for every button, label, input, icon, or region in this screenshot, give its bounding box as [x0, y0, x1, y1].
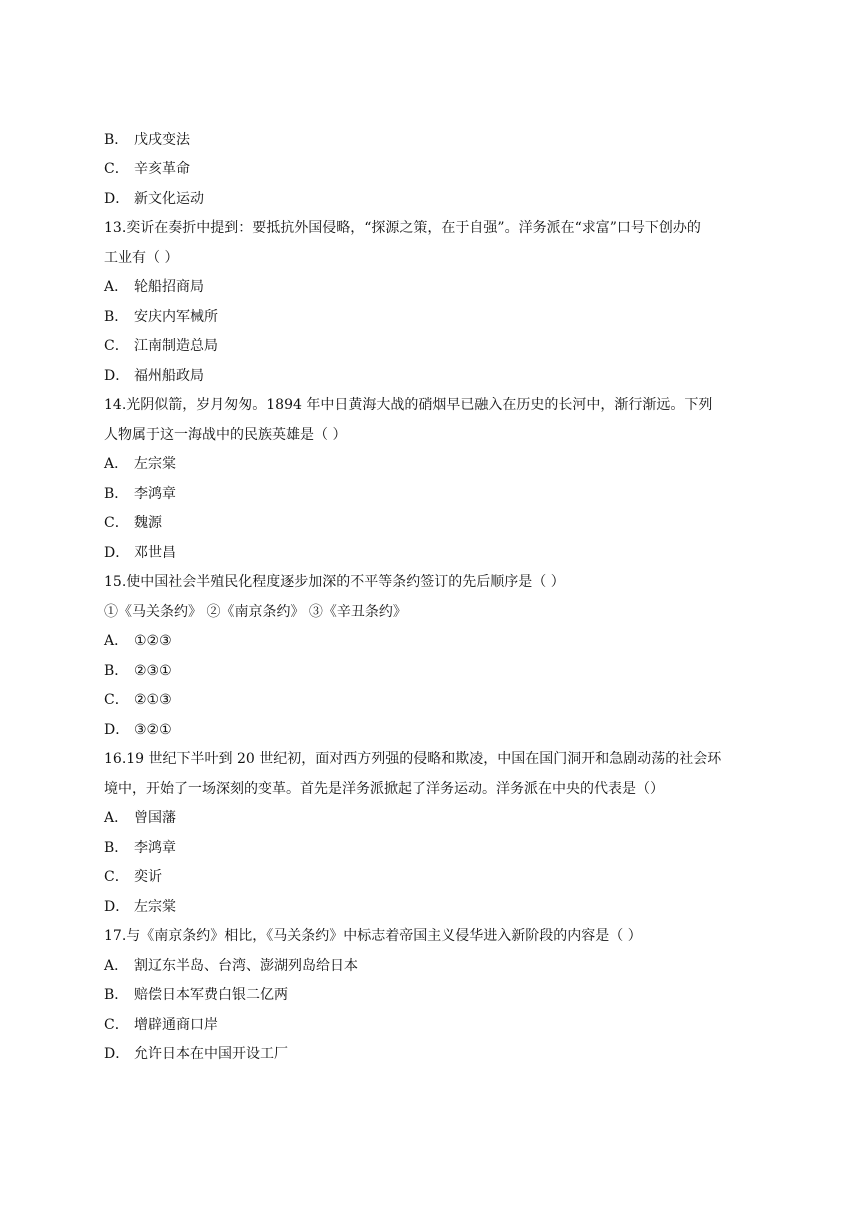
option-text: 李鸿章 [134, 840, 176, 856]
option-letter: B． [104, 309, 129, 325]
question-line [104, 395, 712, 415]
option-text: 邓世昌 [134, 545, 176, 561]
option-letter: A． [104, 633, 129, 649]
option-line [104, 277, 204, 297]
option-text: ②③① [134, 663, 172, 679]
option-text: 新文化运动 [134, 191, 204, 207]
option-line [104, 897, 176, 917]
option-line [104, 189, 204, 209]
option-letter: D． [104, 545, 130, 561]
option-letter: C． [104, 161, 129, 177]
option-line [104, 454, 176, 474]
option-line [104, 1044, 288, 1064]
question-text: 13.奕䜣在奏折中提到：要抵抗外国侵略，“探源之策，在于自强”。洋务派在“求富”口号下创办的 [104, 220, 701, 236]
option-line [104, 543, 176, 563]
option-text: 辛亥革命 [134, 161, 190, 177]
question-text: 16.19 世纪下半叶到 20 世纪初，面对西方列强的侵略和欺凌，中国在国门洞开和急剧动荡的社会环 [104, 751, 722, 767]
question-line [104, 749, 721, 769]
question-text: 17.与《南京条约》相比，《马关条约》中标志着帝国主义侵华进入新阶段的内容是（ ） [104, 928, 642, 944]
option-letter: C． [104, 692, 129, 708]
option-line [104, 690, 172, 710]
option-line [104, 159, 190, 179]
option-line [104, 307, 218, 327]
option-text: ①②③ [134, 633, 172, 649]
option-line [104, 1015, 218, 1035]
option-letter: C． [104, 338, 129, 354]
option-text: 魏源 [134, 515, 162, 531]
option-line [104, 513, 162, 533]
option-line [104, 956, 358, 976]
question-line [104, 248, 178, 268]
question-line [104, 572, 565, 592]
question-text: 15.使中国社会半殖民化程度逐步加深的不平等条约签订的先后顺序是（ ） [104, 574, 565, 590]
option-text: 割辽东半岛、台湾、澎湖列岛给日本 [134, 958, 358, 974]
option-text: 奕䜣 [134, 869, 162, 885]
option-letter: D． [104, 1046, 130, 1062]
option-text: 赔偿日本军费白银二亿两 [134, 987, 288, 1003]
option-letter: B． [104, 132, 129, 148]
question-text: ①《马关条约》 ②《南京条约》 ③《辛丑条约》 [104, 604, 407, 620]
option-text: 戊戌变法 [134, 132, 190, 148]
option-line [104, 720, 172, 740]
question-line [104, 926, 642, 946]
question-text: 境中，开始了一场深刻的变革。首先是洋务派掀起了洋务运动。洋务派在中央的代表是（） [104, 781, 664, 797]
option-text: 江南制造总局 [134, 338, 218, 354]
option-letter: A． [104, 279, 129, 295]
option-line [104, 336, 218, 356]
question-line [104, 602, 407, 622]
option-line [104, 985, 288, 1005]
question-text: 人物属于这一海战中的民族英雄是（ ） [104, 427, 347, 443]
option-text: 轮船招商局 [134, 279, 204, 295]
option-line [104, 366, 204, 386]
option-text: 福州船政局 [134, 368, 204, 384]
option-letter: B． [104, 987, 129, 1003]
option-text: 增辟通商口岸 [134, 1017, 218, 1033]
option-line [104, 808, 176, 828]
option-text: 左宗棠 [134, 899, 176, 915]
option-letter: C． [104, 869, 129, 885]
option-letter: D． [104, 722, 130, 738]
option-text: 允许日本在中国开设工厂 [134, 1046, 288, 1062]
option-text: 左宗棠 [134, 456, 176, 472]
option-line [104, 130, 190, 150]
option-letter: D． [104, 368, 130, 384]
question-text: 14.光阴似箭，岁月匆匆。1894 年中日黄海大战的硝烟早已融入在历史的长河中，渐行渐远。下列 [104, 397, 713, 413]
option-letter: C． [104, 515, 129, 531]
option-letter: A． [104, 456, 129, 472]
question-line [104, 779, 664, 799]
option-line [104, 484, 176, 504]
option-letter: A． [104, 958, 129, 974]
option-line [104, 631, 172, 651]
option-text: 安庆内军械所 [134, 309, 218, 325]
question-line [104, 218, 701, 238]
option-letter: D． [104, 191, 130, 207]
option-text: 李鸿章 [134, 486, 176, 502]
option-letter: A． [104, 810, 129, 826]
option-letter: B． [104, 663, 129, 679]
option-text: 曾国藩 [134, 810, 176, 826]
option-line [104, 867, 162, 887]
option-line [104, 838, 176, 858]
option-letter: D． [104, 899, 130, 915]
option-line [104, 661, 172, 681]
question-line [104, 425, 346, 445]
question-text: 工业有（ ） [104, 250, 179, 266]
option-letter: C． [104, 1017, 129, 1033]
option-letter: B． [104, 840, 129, 856]
option-letter: B． [104, 486, 129, 502]
option-text: ②①③ [134, 692, 172, 708]
option-text: ③②① [134, 722, 172, 738]
